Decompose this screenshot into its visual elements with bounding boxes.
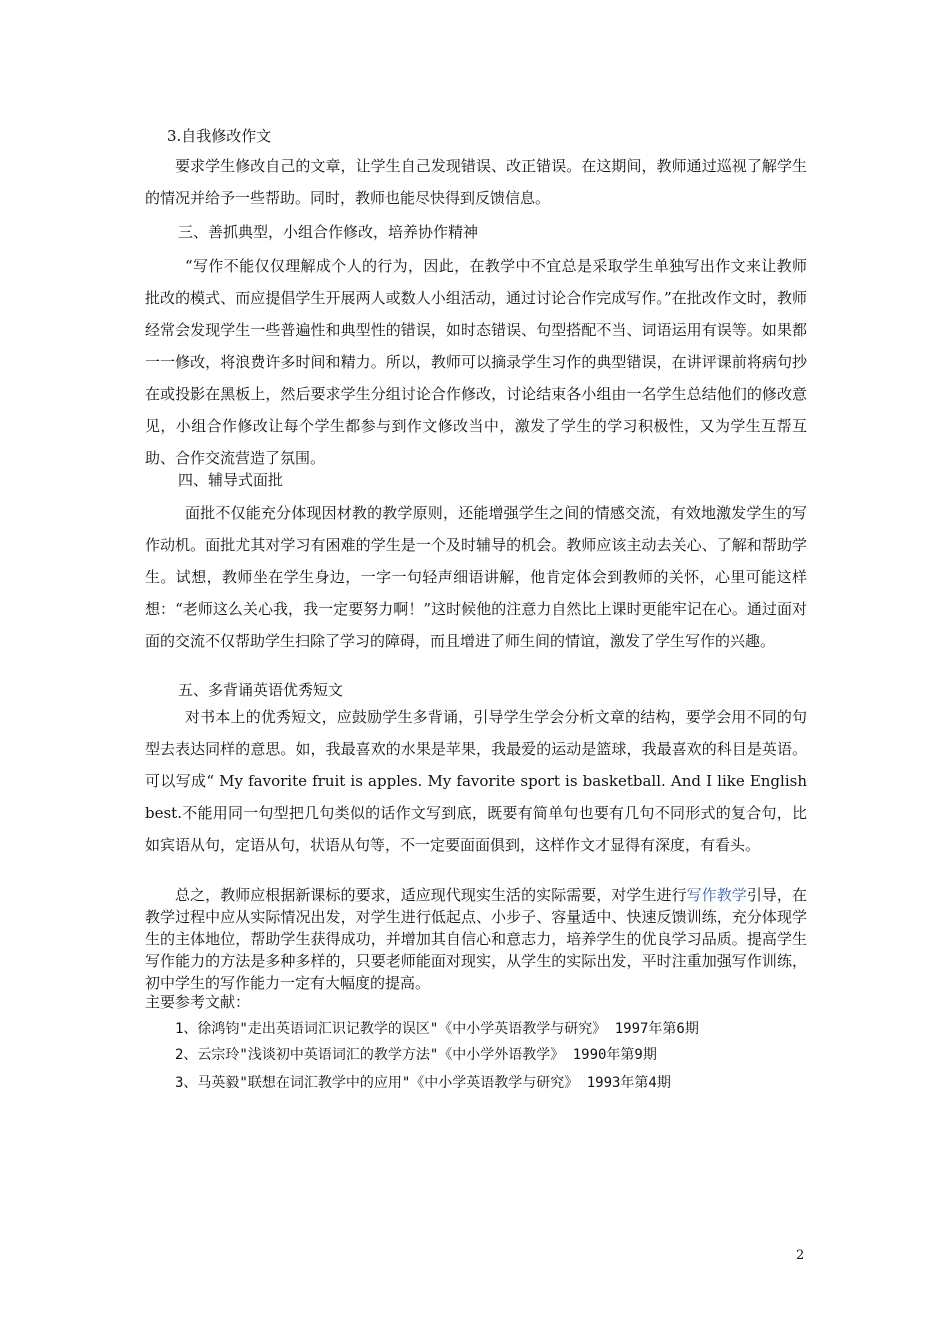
section-heading-face-to-face: 四、辅导式面批 <box>178 471 284 489</box>
reference-item: 3、马英毅"联想在词汇教学中的应用"《中小学英语教学与研究》 1993年第4期 <box>175 1075 671 1091</box>
paragraph-conclusion <box>145 884 807 994</box>
paragraph-face-to-face: 面批不仅能充分体现因材教的教学原则，还能增强学生之间的情感交流，有效地激发学生的写作动机。面批尤其对学习有困难的学生是一个及时辅导的机会。教师应该主动去关心、了解和帮助学生。试想，教师坐在学生身边，一字一句轻声细语讲解，他肯定体会到教师的关怀，心里可能这样想：“老师这么关心我，我一定要努力啊！”这时候他的注意力自然比上课时更能牢记在心。通过面对面的交流不仅帮助学生扫除了学习的障碍，而且增进了师生间的情谊，激发了学生写作的兴趣。 <box>145 504 807 650</box>
paragraph-self-revision: 要求学生修改自己的文章，让学生自己发现错误、改正错误。在这期间，教师通过巡视了解学生的情况并给予一些帮助。同时，教师也能尽快得到反馈信息。 <box>145 157 807 207</box>
section-heading-recitation: 五、多背诵英语优秀短文 <box>178 681 344 699</box>
section-heading-group-revision: 三、善抓典型，小组合作修改，培养协作精神 <box>178 223 479 241</box>
references-heading: 主要参考文献： <box>145 993 251 1011</box>
writing-teaching-link[interactable]: 写作教学 <box>686 886 747 904</box>
section-heading-self-revision: 3.自我修改作文 <box>167 127 272 145</box>
paragraph-recitation: 对书本上的优秀短文，应鼓励学生多背诵，引导学生学会分析文章的结构，要学会用不同的句型去表达同样的意思。如，我最喜欢的水果是苹果，我最爱的运动是篮球，我最喜欢的科目是英语。可以写成“ My favorite fruit is apples. My favorite sport is basketball. And I like English best.不能用同一句型把几句类似的话作文写到底，既要有简单句也要有几句不同形式的复合句，比如宾语从句，定语从句，状语从句等，不一定要面面俱到，这样作文才显得有深度，有看头。 <box>145 708 807 854</box>
conclusion-text-end: 引导，在教学过程中应从实际情况出发，对学生进行低起点、小步子、容量适中、快速反馈训练，充分体现学生的主体地位，帮助学生获得成功，并增加其自信心和意志力，培养学生的优良学习品质。提高学生写作能力的方法是多种多样的，只要老师能面对现实，从学生的实际出发，平时注重加强写作训练，初中学生的写作能力一定有大幅度的提高。 <box>145 886 807 992</box>
reference-item: 1、徐鸿钧"走出英语词汇识记教学的误区"《中小学英语教学与研究》 1997年第6期 <box>175 1021 699 1037</box>
reference-item: 2、云宗玲"浅谈初中英语词汇的教学方法"《中小学外语教学》 1990年第9期 <box>175 1047 657 1063</box>
page-number: 2 <box>796 1248 805 1263</box>
conclusion-text-start: 总之，教师应根据新课标的要求，适应现代现实生活的实际需要，对学生进行 <box>175 886 687 904</box>
paragraph-group-revision: “写作不能仅仅理解成个人的行为，因此，在教学中不宜总是采取学生单独写出作文来让教师批改的模式、而应提倡学生开展两人或数人小组活动，通过讨论合作完成写作。”在批改作文时，教师经常会发现学生一些普遍性和典型性的错误，如时态错误、句型搭配不当、词语运用有误等。如果都一一修改，将浪费许多时间和精力。所以，教师可以摘录学生习作的典型错误，在讲评课前将病句抄在或投影在黑板上，然后要求学生分组讨论合作修改，讨论结束各小组由一名学生总结他们的修改意见，小组合作修改让每个学生都参与到作文修改当中，激发了学生的学习积极性，又为学生互帮互助、合作交流营造了氛围。 <box>145 257 807 467</box>
